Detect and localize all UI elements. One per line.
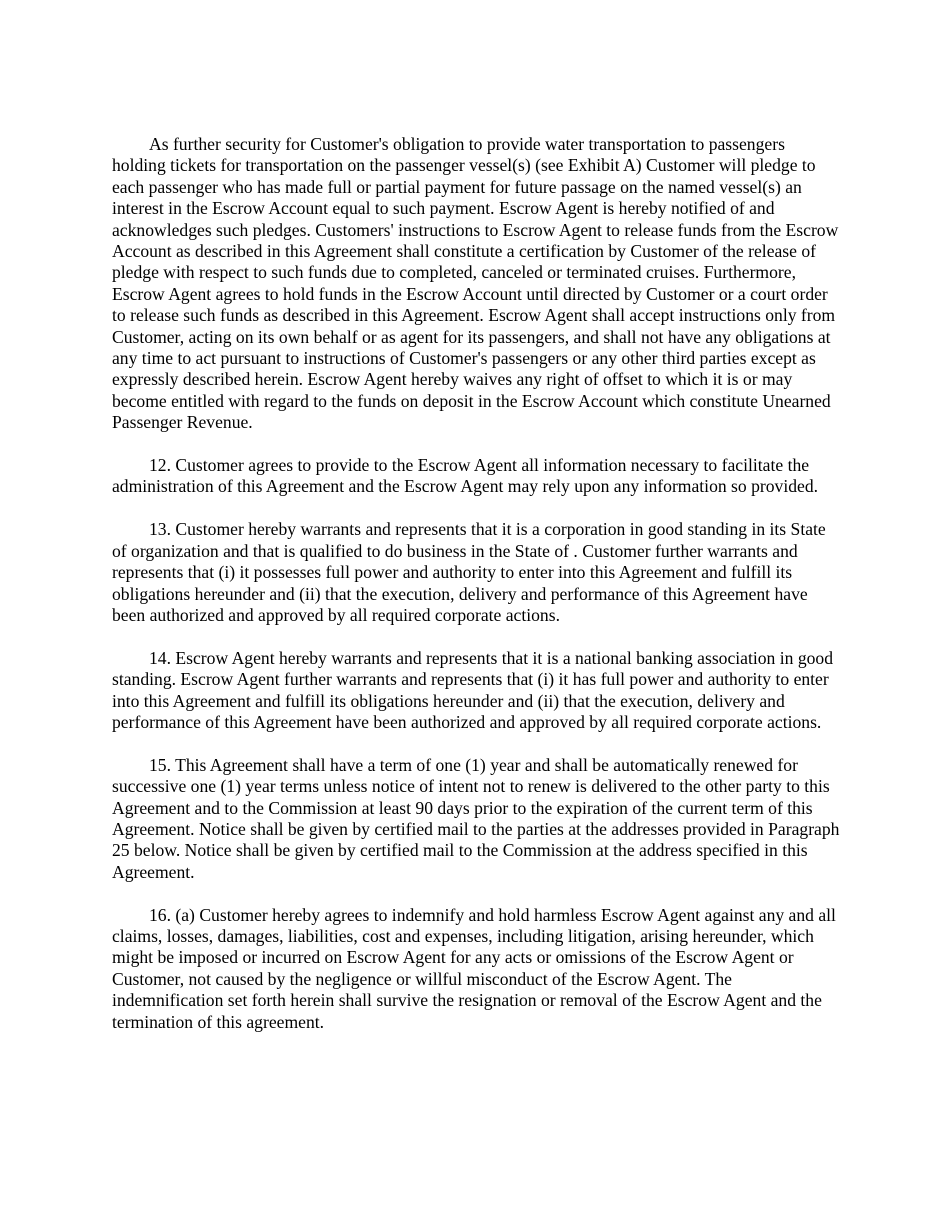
paragraph-security-pledge: As further security for Customer's obligation to provide water transportation to passengers holding tickets for transportation on the passenger vessel(s) (see Exhibit A) Customer will pledge to each passenger who has made full or partial payment for future passage on the named vessel(s) an interest in the Escrow Account equal to such payment. Escrow Agent is hereby notified of and acknowledges such pledges. Customers' instructions to Escrow Agent to release funds from the Escrow Account as described in this Agreement shall constitute a certification by Customer of the release of pledge with respect to such funds due to completed, canceled or terminated cruises. Furthermore, Escrow Agent agrees to hold funds in the Escrow Account until directed by Customer or a court order to release such funds as described in this Agreement. Escrow Agent shall accept instructions only from Customer, acting on its own behalf or as agent for its passengers, and shall not have any obligations at any time to act pursuant to instructions of Customer's passengers or any other third parties except as expressly described herein. Escrow Agent hereby waives any right of offset to which it is or may become entitled with regard to the funds on deposit in the Escrow Account which constitute Unearned Passenger Revenue. — [112, 134, 839, 433]
document-page — [112, 134, 840, 1054]
paragraph-14-escrow-agent-warranties: 14. Escrow Agent hereby warrants and represents that it is a national banking association in good standing. Escrow Agent further warrants and represents that (i) it has full power and authority to enter into this Agreement and fulfill its obligations hereunder and (ii) that the execution, delivery and performance of this Agreement have been authorized and approved by all required corporate actions. — [112, 647, 834, 732]
paragraph-12-information: 12. Customer agrees to provide to the Escrow Agent all information necessary to facilitate the administration of this Agreement and the Escrow Agent may rely upon any information so provided. — [112, 455, 819, 497]
paragraph-13-customer-warranties: 13. Customer hereby warrants and represents that it is a corporation in good standing in its State of organization and that is qualified to do business in the State of . Customer further warrants and represents that (i) it possesses full power and authority to enter into this Agreement and fulfill its obligations hereunder and (ii) that the execution, delivery and performance of this Agreement have been authorized and approved by all required corporate actions. — [112, 519, 826, 625]
paragraph-15-term: 15. This Agreement shall have a term of one (1) year and shall be automatically renewed for successive one (1) year terms unless notice of intent not to renew is delivered to the other party to this Agreement and to the Commission at least 90 days prior to the expiration of the current term of this Agreement. Notice shall be given by certified mail to the parties at the addresses provided in Paragraph 25 below. Notice shall be given by certified mail to the Commission at the address specified in this Agreement. — [112, 754, 840, 882]
paragraph-16-indemnification: 16. (a) Customer hereby agrees to indemnify and hold harmless Escrow Agent against any and all claims, losses, damages, liabilities, cost and expenses, including litigation, arising hereunder, which might be imposed or incurred on Escrow Agent for any acts or omissions of the Escrow Agent or Customer, not caused by the negligence or willful misconduct of the Escrow Agent. The indemnification set forth herein shall survive the resignation or removal of the Escrow Agent and the termination of this agreement. — [112, 904, 836, 1032]
